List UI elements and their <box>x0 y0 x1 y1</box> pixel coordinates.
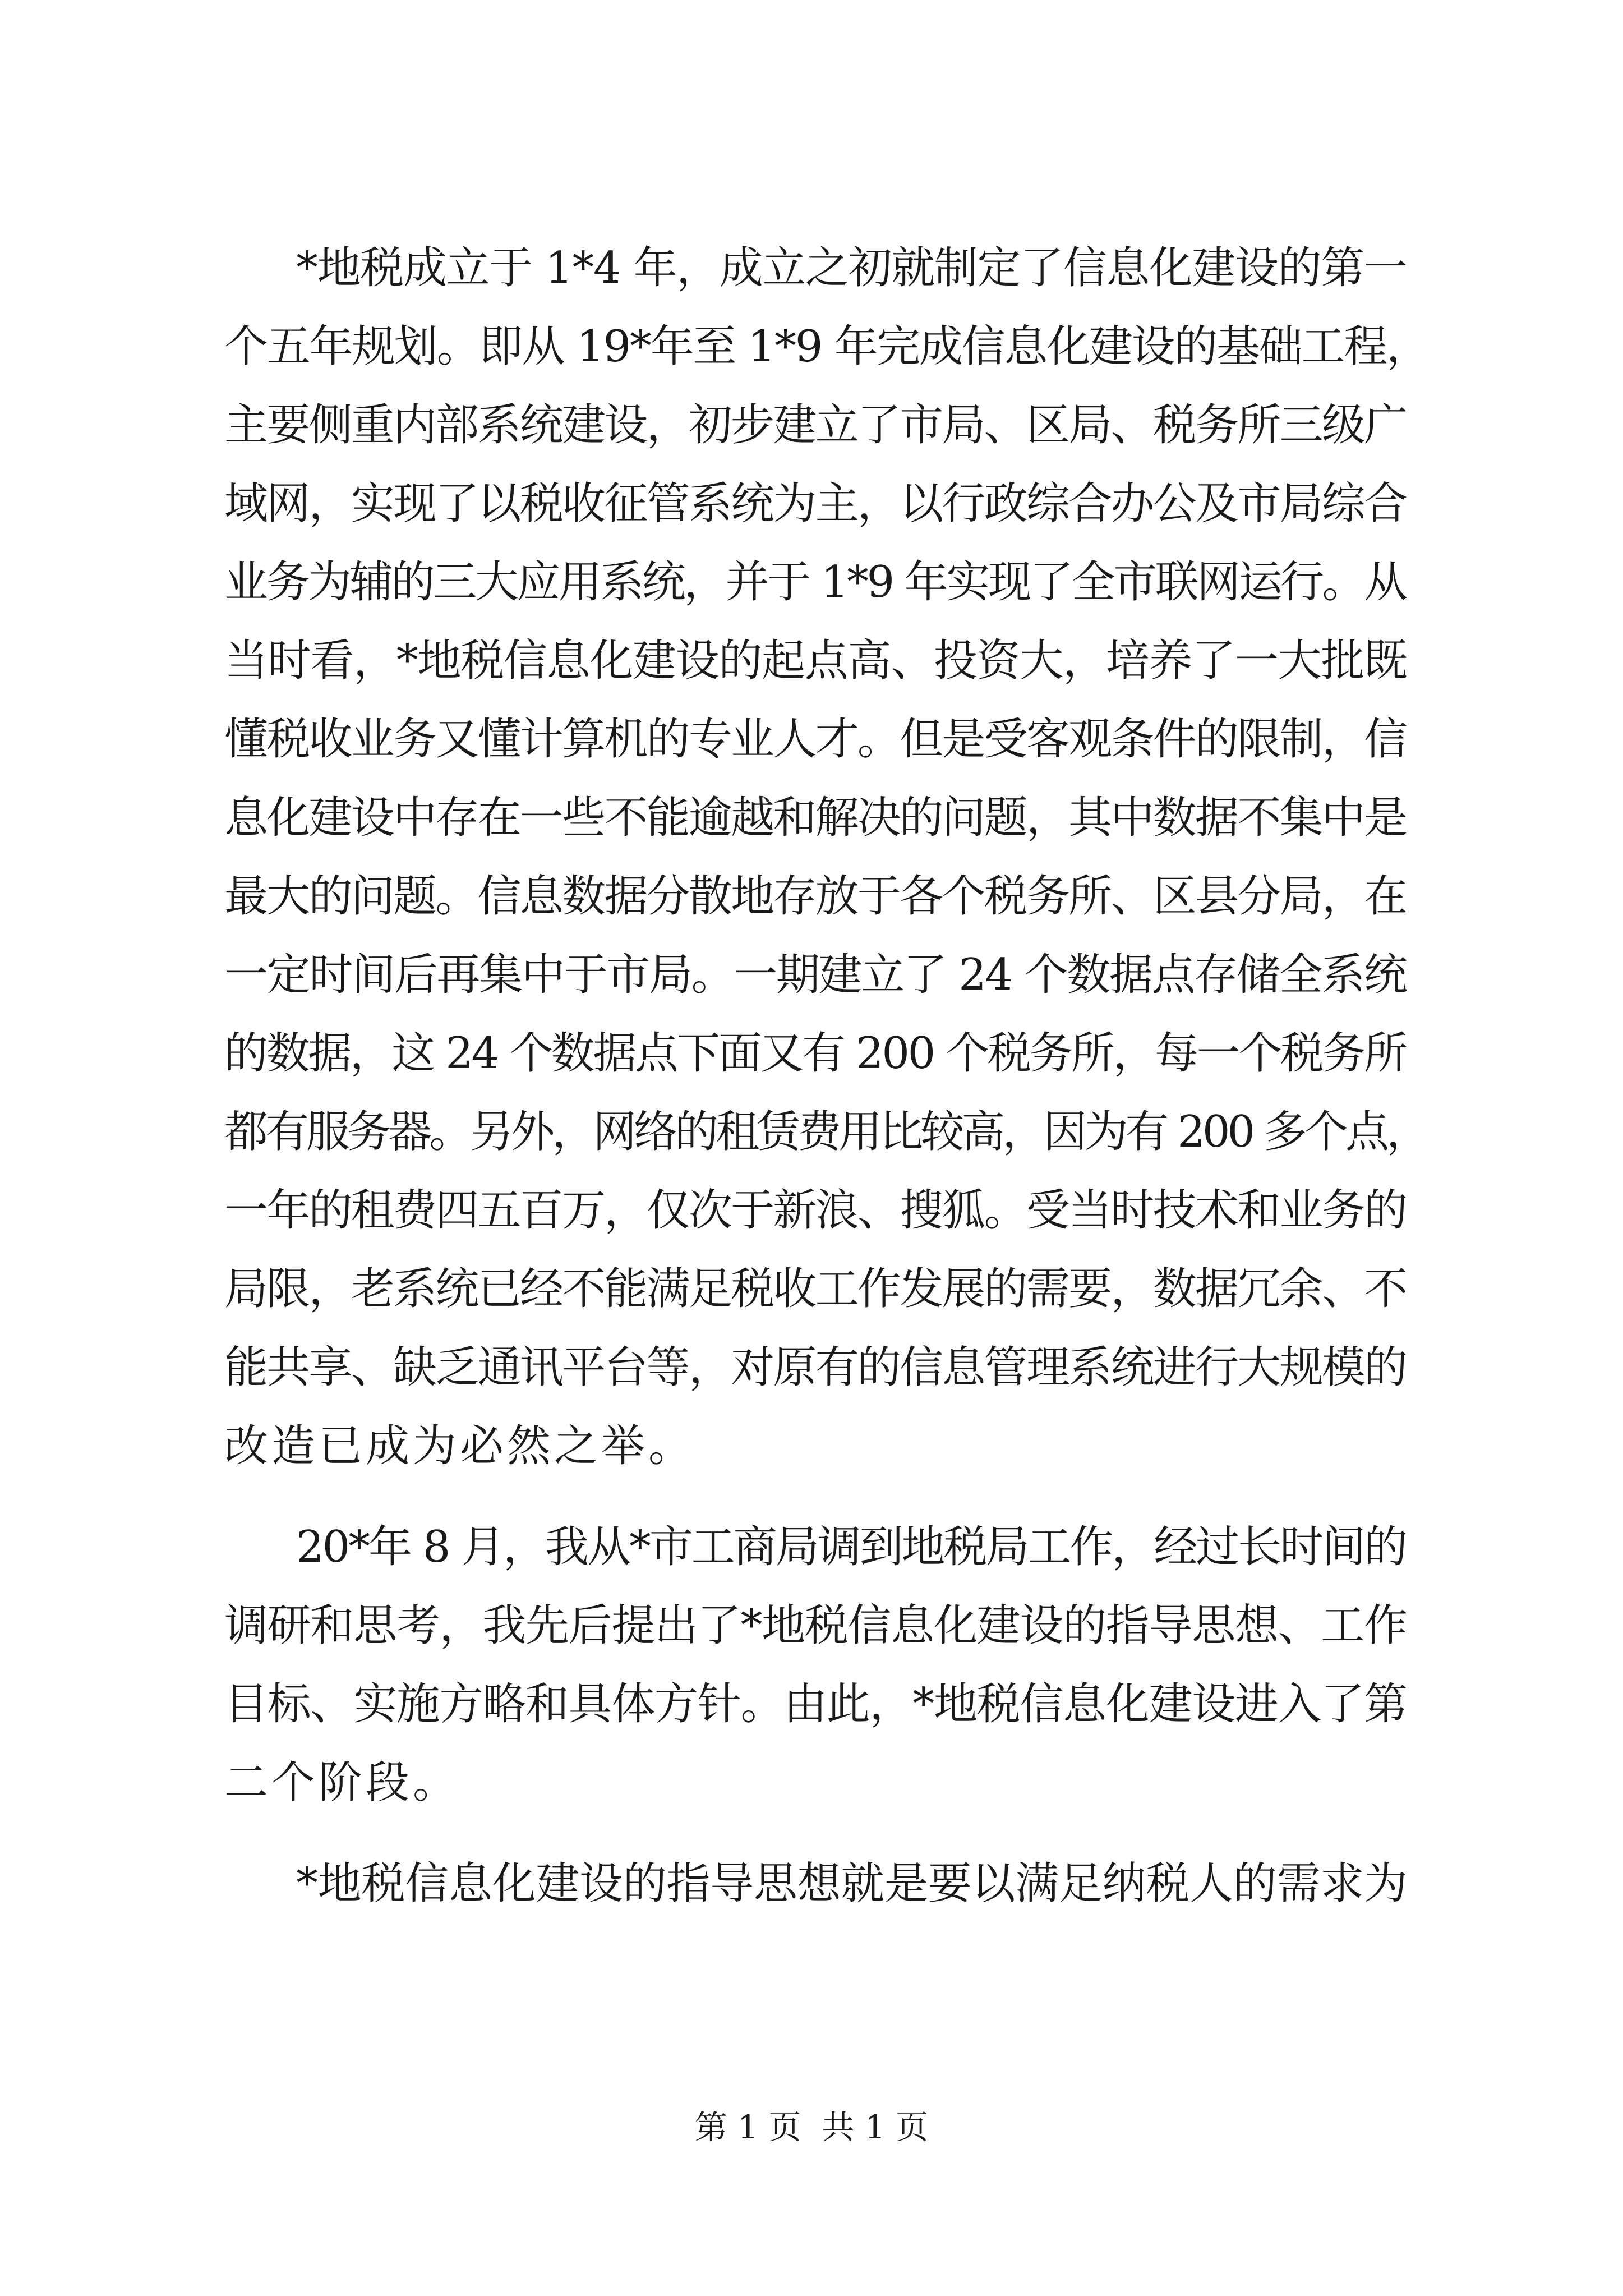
text-line: *地税信息化建设的指导思想就是要以满足纳税人的需求为 <box>296 1858 1408 1909</box>
text-line: 都有服务器。另外，网络的租赁费用比较高，因为有 200 多个点， <box>224 1107 1428 1157</box>
text-line: 局限，老系统已经不能满足税收工作发展的需要，数据冗余、不 <box>224 1264 1407 1314</box>
text-line: 改造已成为必然之举。 <box>224 1421 696 1471</box>
text-line: 二个阶段。 <box>224 1757 460 1808</box>
text-line: 的数据，这 24 个数据点下面又有 200 个税务所，每一个税务所 <box>224 1028 1406 1079</box>
text-line: 能共享、缺乏通讯平台等，对原有的信息管理系统进行大规模的 <box>224 1342 1407 1393</box>
text-line: 域网，实现了以税收征管系统为主，以行政综合办公及市局综合 <box>224 478 1407 529</box>
text-line: 调研和思考，我先后提出了*地税信息化建设的指导思想、工作 <box>224 1600 1407 1651</box>
text-line: *地税成立于 1*4 年，成立之初就制定了信息化建设的第一 <box>296 243 1407 293</box>
text-line: 20*年 8 月，我从*市工商局调到地税局工作，经过长时间的 <box>296 1522 1406 1572</box>
text-line: 个五年规划。即从 19*年至 1*9 年完成信息化建设的基础工程， <box>224 321 1429 372</box>
text-line: 息化建设中存在一些不能逾越和解决的问题，其中数据不集中是 <box>224 793 1407 843</box>
text-line: 业务为辅的三大应用系统，并于 1*9 年实现了全市联网运行。从 <box>224 557 1406 608</box>
page-footer: 第 1 页 共 1 页 <box>694 2108 929 2146</box>
text-line: 当时看，*地税信息化建设的起点高、投资大，培养了一大批既 <box>224 636 1407 686</box>
text-line: 最大的问题。信息数据分散地存放于各个税务所、区县分局，在 <box>224 871 1407 922</box>
text-line: 一定时间后再集中于市局。一期建立了 24 个数据点存储全系统 <box>224 950 1407 1000</box>
text-line: 一年的租费四五百万，仅次于新浪、搜狐。受当时技术和业务的 <box>224 1185 1407 1236</box>
text-line: 懂税收业务又懂计算机的专业人才。但是受客观条件的限制，信 <box>224 714 1407 765</box>
text-line: 主要侧重内部系统建设，初步建立了市局、区局、税务所三级广 <box>224 400 1407 450</box>
text-line: 目标、实施方略和具体方针。由此，*地税信息化建设进入了第 <box>224 1679 1407 1729</box>
